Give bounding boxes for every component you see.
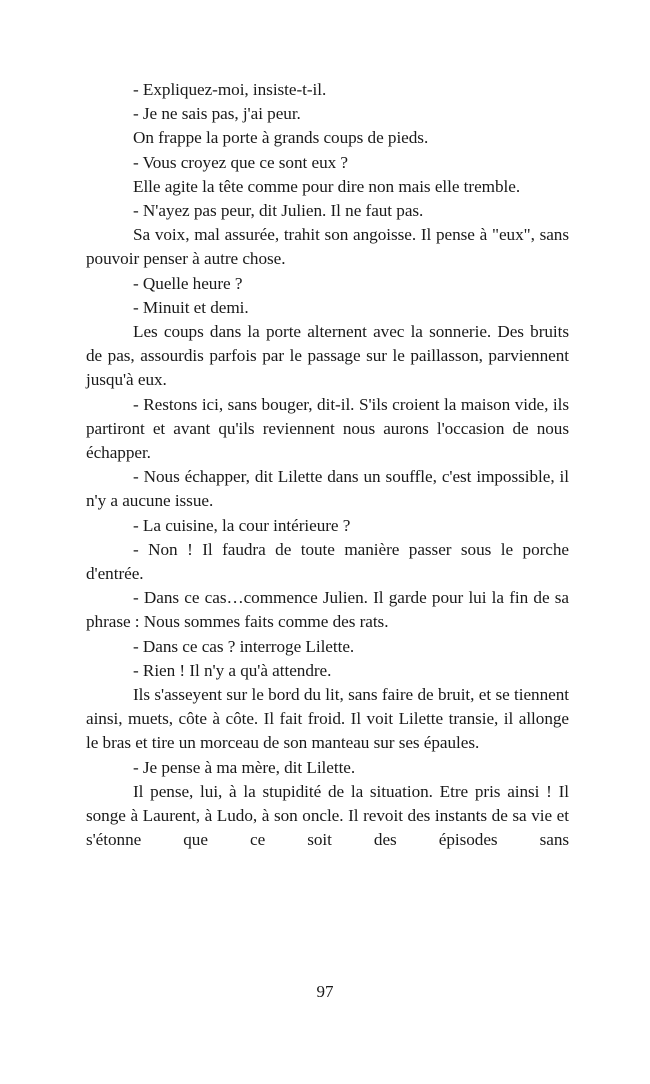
paragraph: - Minuit et demi. xyxy=(133,297,249,317)
paragraph: On frappe la porte à grands coups de pieds. xyxy=(133,128,429,148)
paragraph: - Quelle heure ? xyxy=(133,273,243,293)
paragraph: Sa voix, mal assurée, trahit son angoisse. Il pense à "eux", sans pouvoir penser à autre chose. xyxy=(86,225,569,269)
page-body xyxy=(86,78,569,853)
paragraph: - Dans ce cas…commence Julien. Il garde pour lui la fin de sa phrase : Nous sommes faits comme des rats. xyxy=(86,588,569,632)
paragraph: - Non ! Il faudra de toute manière passer sous le porche d'entrée. xyxy=(86,539,569,584)
paragraph: - Rien ! Il n'y a qu'à attendre. xyxy=(133,660,332,680)
paragraph: Il pense, lui, à la stupidité de la situation. Etre pris ainsi ! Il songe à Laurent, à Ludo, à son oncle. Il revoit des instants de sa vie et s'étonne que ce soit des épisodes sans xyxy=(86,781,569,850)
paragraph: - N'ayez pas peur, dit Julien. Il ne faut pas. xyxy=(133,201,424,221)
paragraph: - Dans ce cas ? interroge Lilette. xyxy=(133,636,355,656)
paragraph: - Je pense à ma mère, dit Lilette. xyxy=(133,757,356,777)
paragraph: Ils s'asseyent sur le bord du lit, sans faire de bruit, et se tiennent ainsi, muets, côte à côte. Il fait froid. Il voit Lilette transie, il allonge le bras et tire un morceau de son manteau sur ses épaules. xyxy=(86,685,569,753)
page-number: 97 xyxy=(316,982,334,1001)
paragraph: - Restons ici, sans bouger, dit-il. S'ils croient la maison vide, ils partiront et avant qu'ils reviennent nous aurons l'occasion de nous échapper. xyxy=(86,394,569,463)
paragraph: Les coups dans la porte alternent avec la sonnerie. Des bruits de pas, assourdis parfois par le passage sur le paillasson, parviennent jusqu'à eux. xyxy=(86,322,569,390)
paragraph: Elle agite la tête comme pour dire non mais elle tremble. xyxy=(133,176,521,196)
paragraph: - Expliquez-moi, insiste-t-il. xyxy=(133,80,327,99)
paragraph: - Vous croyez que ce sont eux ? xyxy=(133,152,348,172)
paragraph: - Nous échapper, dit Lilette dans un souffle, c'est impossible, il n'y a aucune issue. xyxy=(86,467,569,511)
paragraph: - Je ne sais pas, j'ai peur. xyxy=(133,104,301,124)
paragraph: - La cuisine, la cour intérieure ? xyxy=(133,515,351,535)
